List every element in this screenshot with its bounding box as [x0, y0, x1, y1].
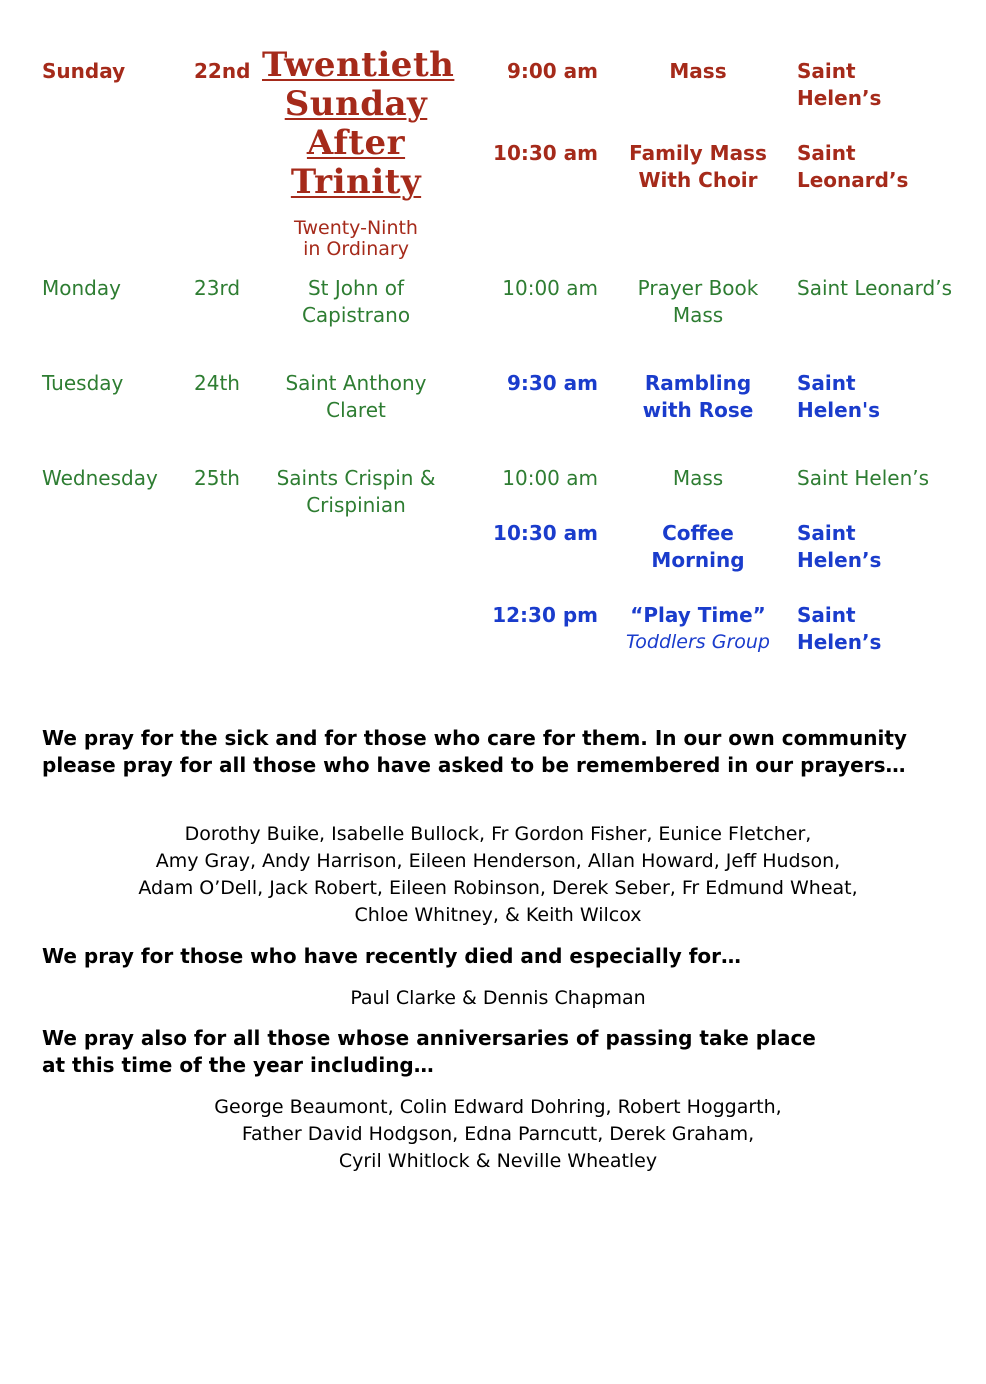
wednesday-feast	[262, 465, 450, 519]
service-time: 10:00 am	[502, 276, 598, 300]
tuesday-date: 24th	[194, 371, 240, 395]
wednesday-day: Wednesday	[42, 466, 158, 490]
wednesday-date: 25th	[194, 466, 240, 490]
feast-line: Sunday	[284, 84, 428, 124]
names-line: Father David Hodgson, Edna Parncutt, Derek Graham,	[241, 1123, 755, 1145]
place-line: Saint	[797, 371, 856, 395]
service-event: Mass	[672, 466, 724, 490]
sick-intro: We pray for the sick and for those who care for them. In our own community please pray for all those who have asked to be remembered in our prayers…	[42, 726, 907, 777]
event-line: Mass	[672, 303, 724, 327]
place-line: Leonard’s	[797, 168, 909, 192]
event-line: Rambling	[644, 371, 752, 395]
service-event	[612, 602, 784, 656]
feast-sub-line: in Ordinary	[303, 238, 409, 260]
event-line: Coffee	[662, 521, 734, 545]
service-event	[612, 140, 784, 194]
place-line: Helen’s	[797, 630, 882, 654]
service-time: 10:00 am	[502, 466, 598, 490]
place-line: Saint	[797, 59, 856, 83]
service-place: Saint Leonard’s	[797, 276, 952, 300]
service-time: 9:00 am	[506, 59, 598, 83]
service-place	[797, 370, 880, 424]
feast-line: After	[306, 123, 406, 163]
event-line: with Rose	[642, 398, 754, 422]
feast-line: Saints Crispin &	[276, 466, 436, 490]
sunday-feast-title	[262, 45, 455, 202]
tuesday-day: Tuesday	[42, 371, 124, 395]
tuesday-feast	[262, 370, 450, 424]
event-line: With Choir	[638, 168, 758, 192]
intro-line: We pray also for all those whose anniversaries of passing take place	[42, 1026, 816, 1050]
sick-names	[0, 821, 986, 929]
service-event	[612, 520, 784, 574]
anniversaries-intro	[42, 1025, 952, 1079]
feast-line: Twentieth	[262, 45, 455, 85]
feast-line: Crispinian	[306, 493, 406, 517]
place-line: Helen's	[797, 398, 880, 422]
names-line: Adam O’Dell, Jack Robert, Eileen Robinson, Derek Seber, Fr Edmund Wheat,	[138, 877, 858, 899]
service-place: Saint Helen’s	[797, 466, 930, 490]
service-place	[797, 140, 908, 194]
sunday-feast-subtitle	[262, 218, 450, 260]
monday-day: Monday	[42, 276, 121, 300]
service-time: 9:30 am	[506, 371, 598, 395]
names-line: Dorothy Buike, Isabelle Bullock, Fr Gordon Fisher, Eunice Fletcher,	[184, 823, 812, 845]
place-line: Saint	[797, 521, 856, 545]
names-line: Chloe Whitney, & Keith Wilcox	[354, 904, 642, 926]
event-subtitle: Toddlers Group	[626, 631, 770, 653]
service-time: 10:30 am	[493, 521, 598, 545]
died-intro: We pray for those who have recently died and especially for…	[42, 944, 741, 968]
place-line: Helen’s	[797, 548, 882, 572]
event-line: Morning	[651, 548, 745, 572]
sunday-day: Sunday	[42, 59, 126, 83]
service-place	[797, 520, 881, 574]
event-line: “Play Time”	[630, 603, 766, 627]
feast-line: Saint Anthony	[285, 371, 427, 395]
intro-line: at this time of the year including…	[42, 1053, 434, 1077]
place-line: Helen’s	[797, 86, 882, 110]
service-place	[797, 58, 881, 112]
anniversaries-names	[0, 1094, 986, 1175]
event-line: Family Mass	[629, 141, 767, 165]
died-names	[0, 985, 986, 1012]
service-event	[612, 370, 784, 424]
names-line: George Beaumont, Colin Edward Dohring, Robert Hoggarth,	[214, 1096, 782, 1118]
feast-line: St John of	[307, 276, 404, 300]
names-line: Paul Clarke & Dennis Chapman	[350, 987, 646, 1009]
monday-feast	[262, 275, 450, 329]
service-place	[797, 602, 881, 656]
names-line: Cyril Whitlock & Neville Wheatley	[338, 1150, 658, 1172]
place-line: Saint	[797, 141, 856, 165]
feast-sub-line: Twenty-Ninth	[294, 217, 418, 239]
service-time: 10:30 am	[493, 141, 598, 165]
place-line: Saint	[797, 603, 856, 627]
service-event	[612, 275, 784, 329]
names-line: Amy Gray, Andy Harrison, Eileen Henderson, Allan Howard, Jeff Hudson,	[155, 850, 841, 872]
feast-line: Claret	[326, 398, 386, 422]
feast-line: Trinity	[290, 162, 422, 202]
feast-line: Capistrano	[301, 303, 411, 327]
sunday-date: 22nd	[194, 59, 251, 83]
service-event: Mass	[669, 59, 727, 83]
event-line: Prayer Book	[637, 276, 759, 300]
service-time: 12:30 pm	[492, 603, 598, 627]
monday-date: 23rd	[194, 276, 241, 300]
